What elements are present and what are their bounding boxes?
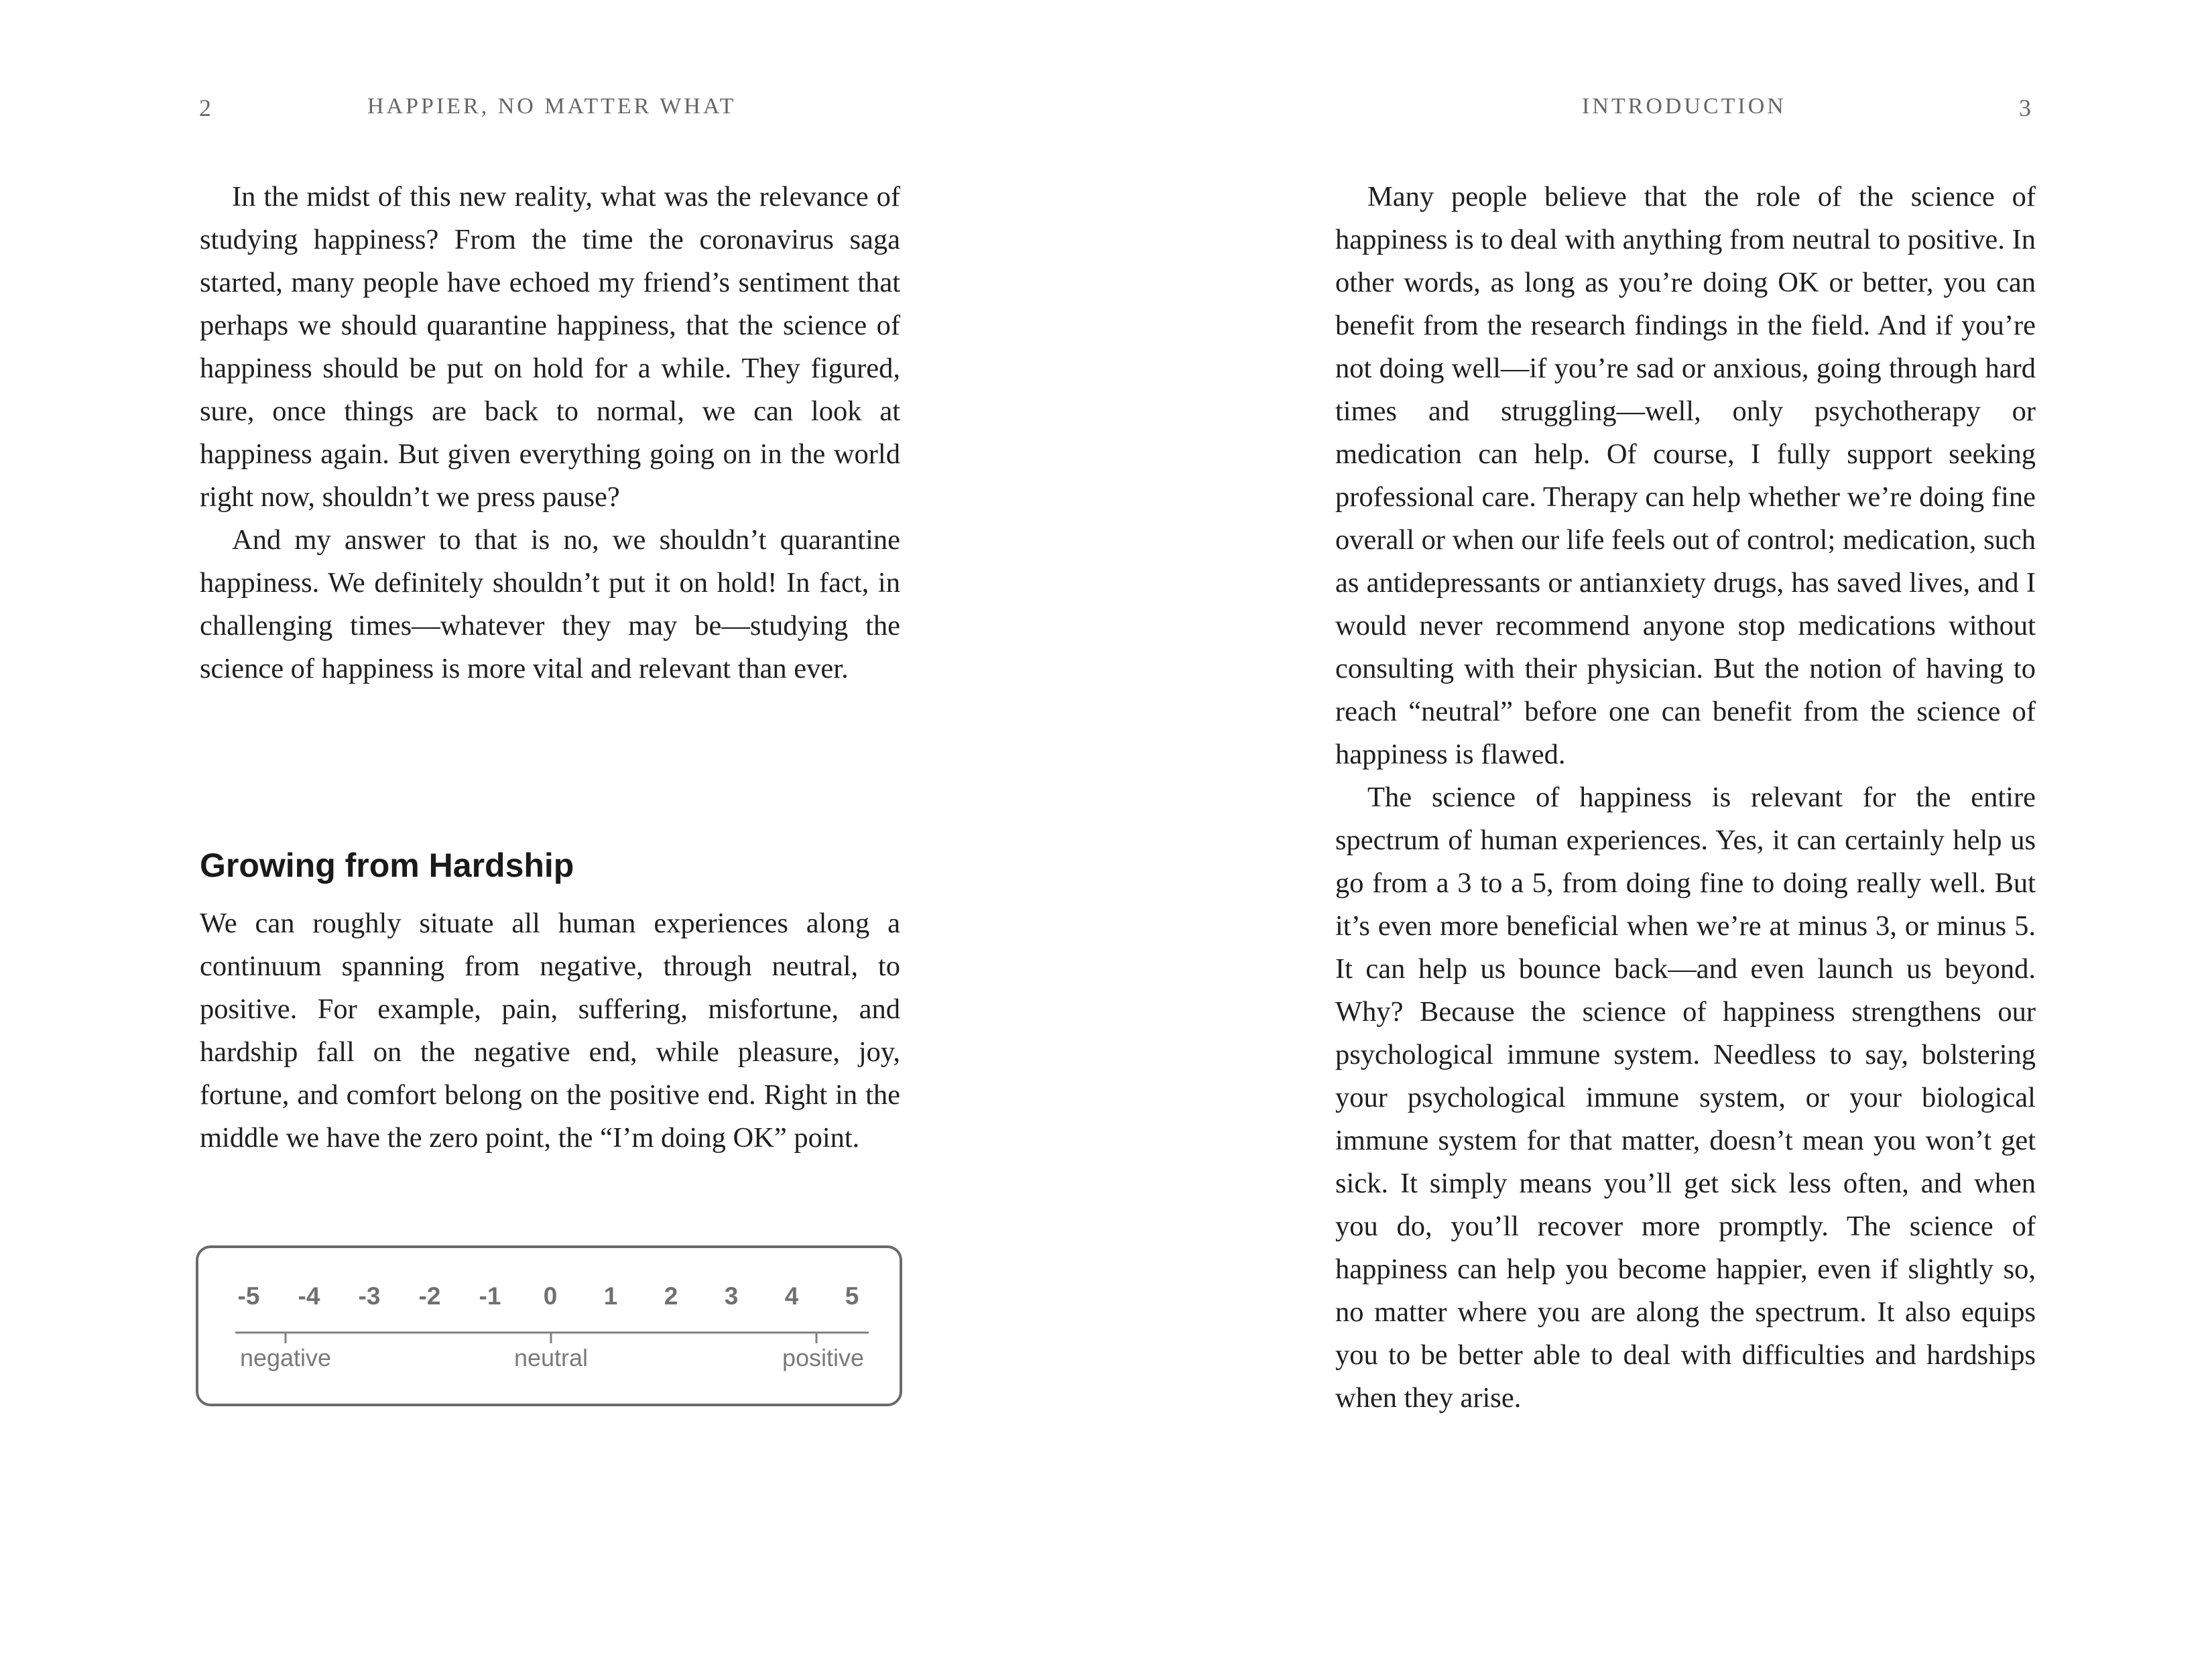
left-text-block-bottom: [200, 902, 900, 1160]
paragraph: We can roughly situate all human experiences along a continuum spanning from negative, through neutral, to positive. For example, pain, suffering, misfortune, and hardship fall on the negative end, while pleasure, joy, fortune, and comfort belong on the positive end. Right in the middle we have the zero point, the “I’m doing OK” point.: [200, 908, 900, 1154]
running-head: INTRODUCTION: [1582, 94, 1786, 119]
scale-number: 5: [845, 1282, 859, 1310]
scale-label-positive: positive: [782, 1344, 865, 1371]
paragraph: The science of happiness is relevant for the entire spectrum of human experiences. Yes, it can certainly help us go from a 3 to a 5, from doing fine to doing really well. But it’s even more beneficial when we’re at minus 3, or minus 5. It can help us bounce back—and even launch us beyond. Why? Because the science of happiness strengthens our psychological immune system. Needless to say, bolstering your psychological immune system, or your biological immune system for that matter, doesn’t mean you won’t get sick. It simply means you’ll get sick less often, and when you do, you’ll recover more promptly. The science of happiness can help you become happier, even if slightly so, no matter where you are along the spectrum. It also equips you to be better able to deal with difficulties and hardships when they arise.: [1335, 782, 2036, 1414]
scale-number: 1: [603, 1282, 618, 1310]
section-heading: Growing from Hardship: [200, 847, 574, 884]
paragraph: And my answer to that is no, we shouldn’t quarantine happiness. We definitely shouldn’t put it on hold! In fact, in challenging times—whatever they may be—studying the science of happiness is more vital and relevant than ever.: [200, 524, 900, 684]
paragraph: Many people believe that the role of the science of happiness is to deal with anything from neutral to positive. In other words, as long as you’re doing OK or better, you can benefit from the research findings in the field. And if you’re not doing well—if you’re sad or anxious, going through hard times and struggling—well, only psychotherapy or medication can help. Of course, I fully support seeking professional care. Therapy can help whether we’re doing fine overall or when our life feels out of control; medication, such as antidepressants or antianxiety drugs, has saved lives, and I would never recommend anyone stop medications without consulting with their physician. But the notion of having to reach “neutral” before one can benefit from the science of happiness is flawed.: [1335, 181, 2036, 770]
scale-number: -3: [358, 1282, 381, 1310]
scale-number: 0: [543, 1282, 558, 1310]
running-head: HAPPIER, NO MATTER WHAT: [367, 94, 737, 119]
page-number: 3: [2019, 95, 2031, 121]
scale-number: 3: [724, 1282, 739, 1310]
happiness-scale-figure: [196, 1245, 902, 1406]
page-number: 2: [199, 95, 211, 121]
scale-number: -5: [237, 1282, 260, 1310]
right-page: [1106, 0, 2212, 1659]
scale-diagram: [198, 1248, 905, 1409]
left-text-block-top: [200, 176, 900, 690]
right-text-block: [1335, 176, 2036, 1420]
paragraph: In the midst of this new reality, what was the relevance of studying happiness? From the time the coronavirus saga started, many people have echoed my friend’s sentiment that perhaps we should quarantine happiness, that the science of happiness should be put on hold for a while. They figured, sure, once things are back to normal, we can look at happiness again. But given everything going on in the world right now, shouldn’t we press pause?: [200, 181, 900, 513]
scale-label-neutral: neutral: [513, 1344, 589, 1371]
scale-number: 4: [784, 1282, 799, 1310]
scale-number: 2: [664, 1282, 678, 1310]
scale-number: -1: [479, 1282, 501, 1310]
scale-label-negative: negative: [239, 1344, 332, 1371]
scale-number: -2: [418, 1282, 441, 1310]
scale-number: -4: [298, 1282, 320, 1310]
